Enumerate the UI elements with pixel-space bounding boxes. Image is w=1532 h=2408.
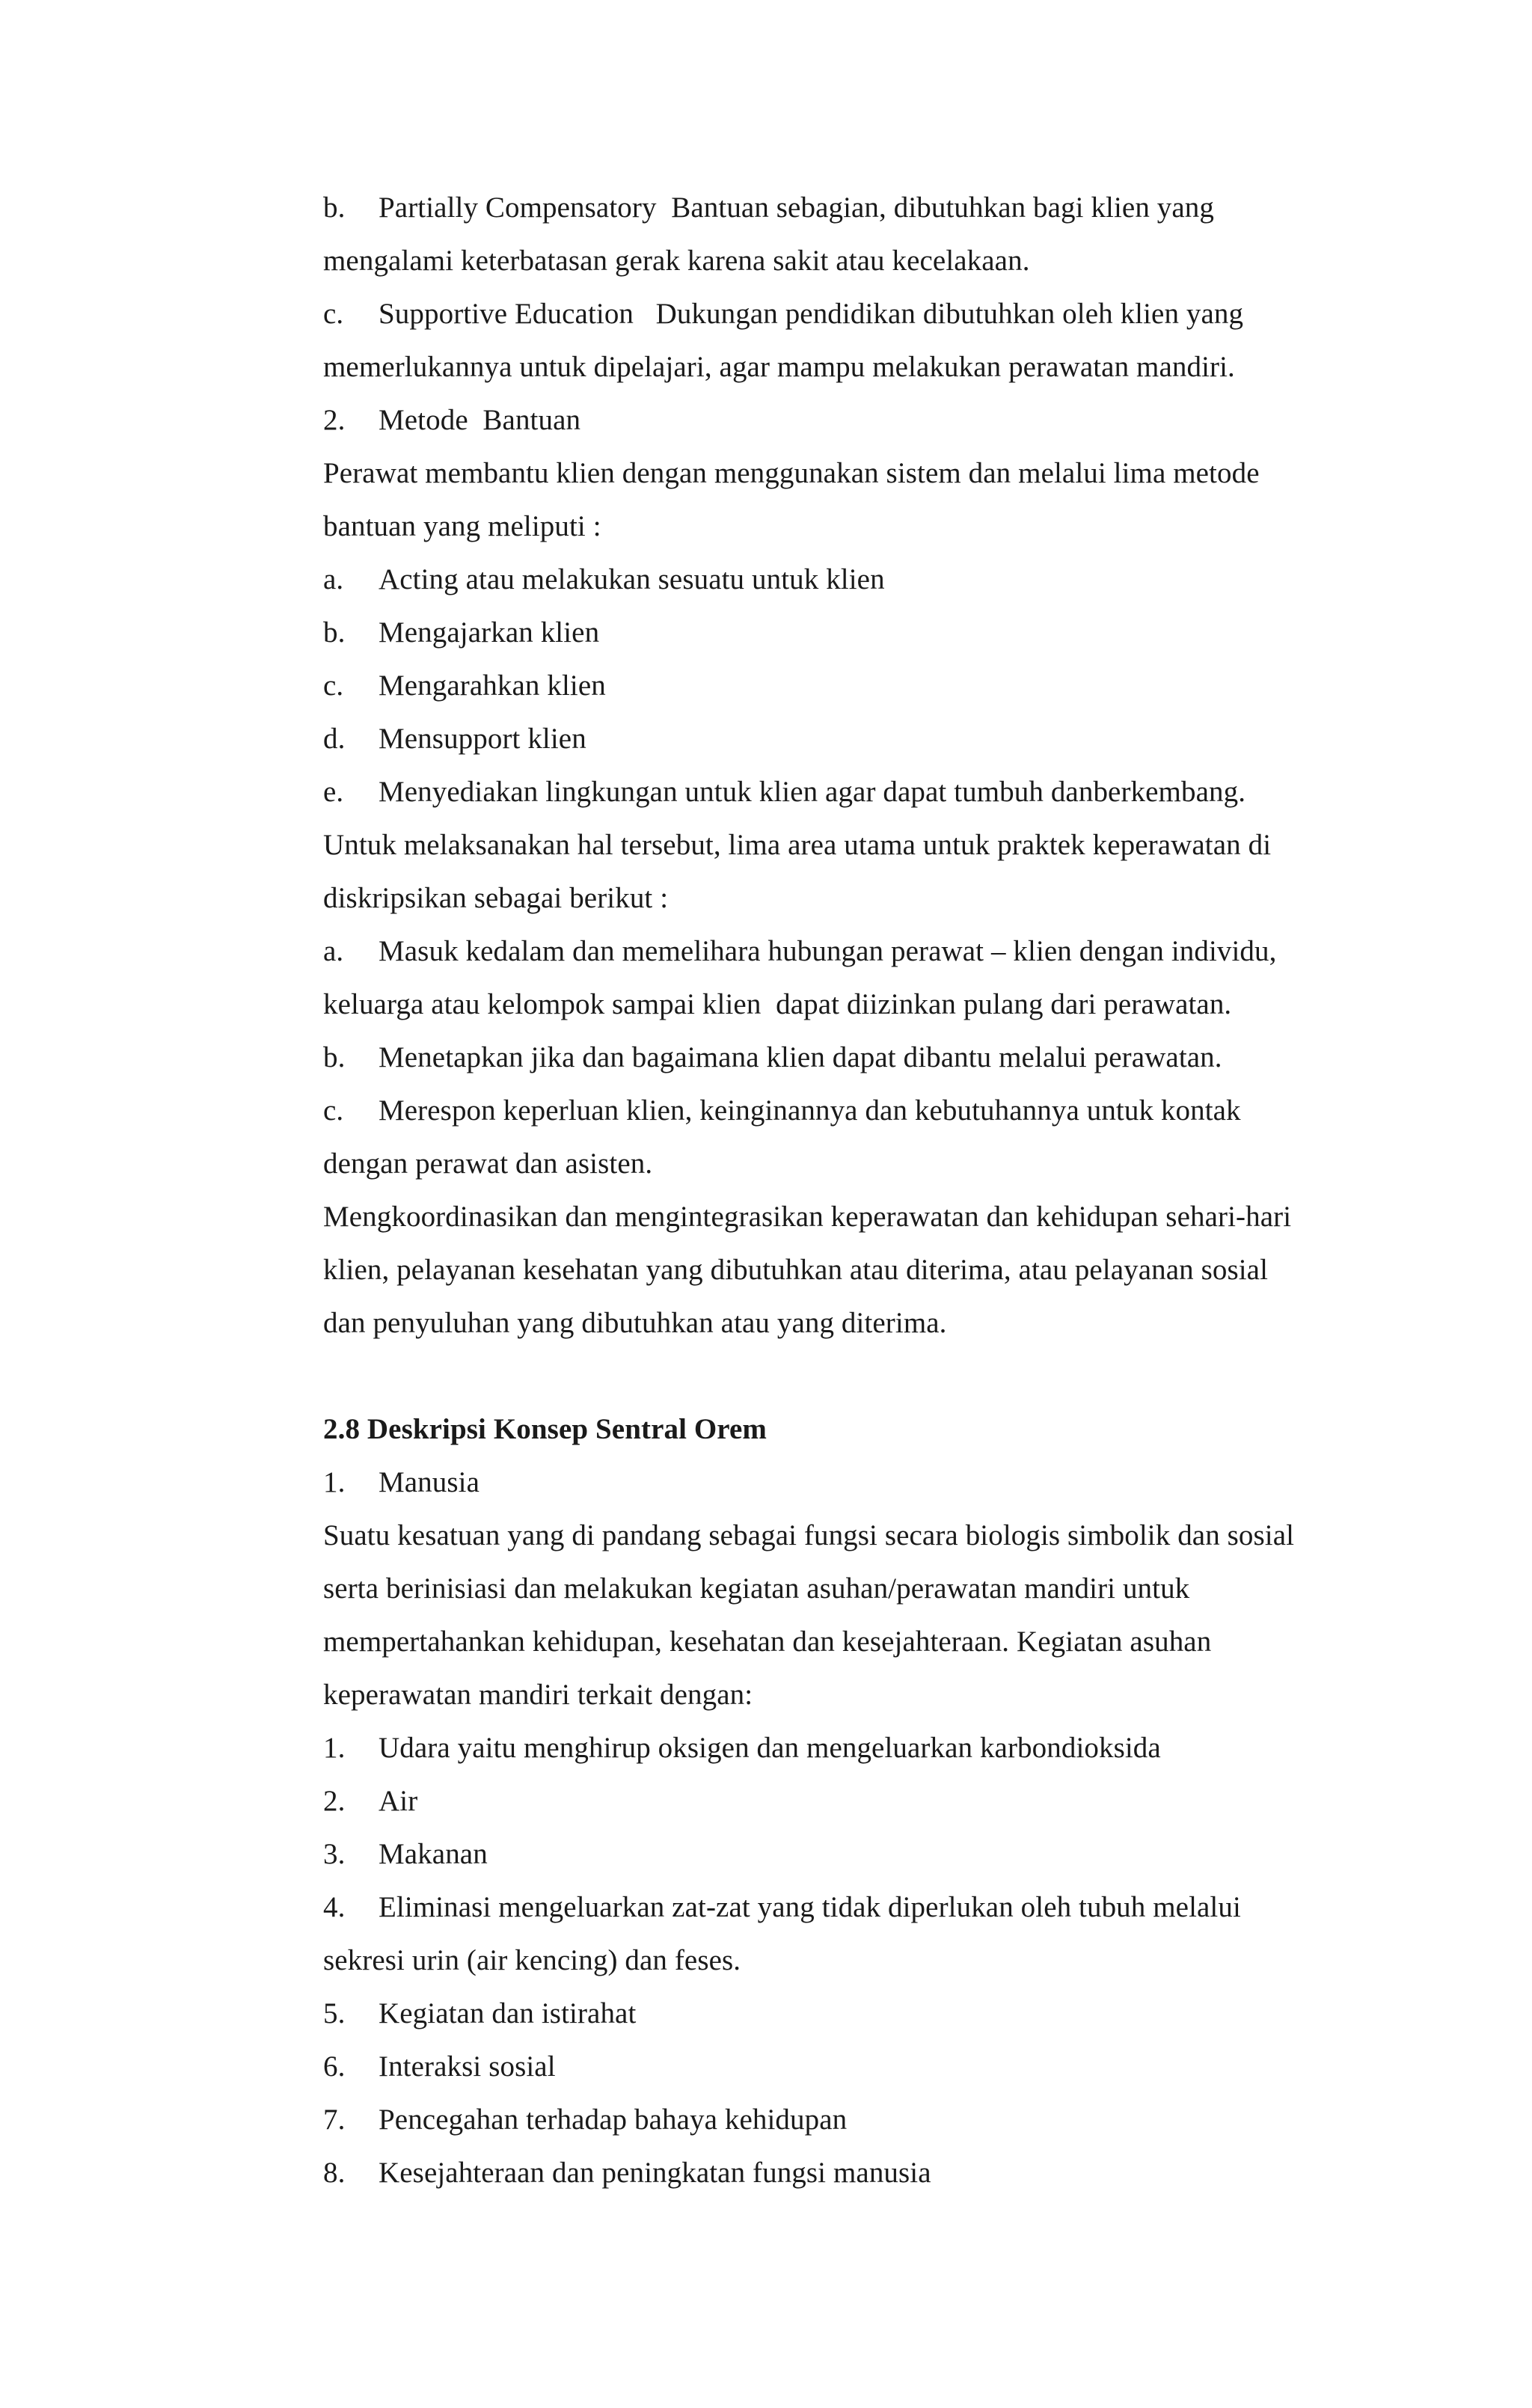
list-marker: c.: [323, 670, 344, 702]
list-item-text: Udara yaitu menghirup oksigen dan mengeluarkan karbondioksida: [379, 1732, 1161, 1764]
list-item-continuation: mengalami keterbatasan gerak karena sakit atau kecelakaan.: [323, 245, 1030, 277]
paragraph-line: Perawat membantu klien dengan menggunakan sistem dan melalui lima metode: [323, 457, 1260, 489]
list-item: [323, 1987, 1370, 2040]
subsection-title: [323, 393, 1370, 447]
paragraph-line: dan penyuluhan yang dibutuhkan atau yang diterima.: [323, 1307, 947, 1339]
list-marker: 1.: [323, 1466, 346, 1498]
list-marker: d.: [323, 723, 346, 755]
list-item-continuation: memerlukannya untuk dipelajari, agar mampu melakukan perawatan mandiri.: [323, 351, 1235, 383]
list-item-text: Pencegahan terhadap bahaya kehidupan: [379, 2104, 848, 2136]
subsection-title-text: Metode Bantuan: [379, 404, 581, 436]
list-item-text: Masuk kedalam dan memelihara hubungan perawat – klien dengan individu,: [379, 935, 1277, 967]
paragraph-line: Mengkoordinasikan dan mengintegrasikan keperawatan dan kehidupan sehari-hari: [323, 1201, 1292, 1233]
list-marker: 2.: [323, 1785, 346, 1817]
list-item: [323, 287, 1370, 340]
list-marker: 2.: [323, 404, 346, 436]
section-heading: 2.8 Deskripsi Konsep Sentral Orem: [323, 1413, 767, 1445]
list-marker: 7.: [323, 2104, 346, 2136]
list-item: [323, 659, 1370, 712]
paragraph-line: serta berinisiasi dan melakukan kegiatan asuhan/perawatan mandiri untuk: [323, 1572, 1190, 1605]
list-item-text: Interaksi sosial: [379, 2050, 556, 2083]
list-item-text: Mensupport klien: [379, 723, 586, 755]
list-item: [323, 2093, 1370, 2146]
blank-line: [323, 1349, 1370, 1403]
list-marker: c.: [323, 298, 344, 330]
list-marker: a.: [323, 563, 344, 595]
list-item: [323, 1721, 1370, 1774]
list-marker: b.: [323, 616, 346, 649]
list-item-text: Acting atau melakukan sesuatu untuk klien: [379, 563, 885, 595]
paragraph-line: Untuk melaksanakan hal tersebut, lima area utama untuk praktek keperawatan di: [323, 829, 1272, 861]
list-item-text: Eliminasi mengeluarkan zat-zat yang tidak diperlukan oleh tubuh melalui: [379, 1891, 1241, 1923]
list-item-text: Makanan: [379, 1838, 488, 1870]
list-item: [323, 2146, 1370, 2199]
subsection-title-text: Manusia: [379, 1466, 480, 1498]
list-item: [323, 712, 1370, 765]
list-marker: a.: [323, 935, 344, 967]
list-item-text: Supportive Education Dukungan pendidikan dibutuhkan oleh klien yang: [379, 298, 1244, 330]
list-item: [323, 1828, 1370, 1881]
list-item-text: Menyediakan lingkungan untuk klien agar dapat tumbuh danberkembang.: [379, 776, 1246, 808]
list-marker: b.: [323, 1041, 346, 1073]
list-item: [323, 925, 1370, 978]
list-item-text: Partially Compensatory Bantuan sebagian, dibutuhkan bagi klien yang: [379, 192, 1214, 224]
list-item: [323, 1084, 1370, 1137]
list-item-continuation: dengan perawat dan asisten.: [323, 1148, 653, 1180]
list-item: [323, 765, 1370, 818]
list-marker: b.: [323, 192, 346, 224]
list-marker: 6.: [323, 2050, 346, 2083]
list-item-continuation: sekresi urin (air kencing) dan feses.: [323, 1944, 741, 1976]
list-item-text: Air: [379, 1785, 418, 1817]
list-item: [323, 181, 1370, 234]
list-item-text: Kegiatan dan istirahat: [379, 1997, 637, 2029]
paragraph-line: mempertahankan kehidupan, kesehatan dan kesejahteraan. Kegiatan asuhan: [323, 1626, 1212, 1658]
list-item-text: Mengajarkan klien: [379, 616, 600, 649]
page-body: [323, 181, 1370, 2199]
list-item: [323, 606, 1370, 659]
list-marker: 4.: [323, 1891, 346, 1923]
list-item-continuation: keluarga atau kelompok sampai klien dapat diizinkan pulang dari perawatan.: [323, 988, 1232, 1020]
subsection-title: [323, 1456, 1370, 1509]
list-item: [323, 2040, 1370, 2093]
list-marker: 5.: [323, 1997, 346, 2029]
list-item: [323, 1031, 1370, 1084]
list-marker: 8.: [323, 2157, 346, 2189]
list-item-text: Menetapkan jika dan bagaimana klien dapat dibantu melalui perawatan.: [379, 1041, 1222, 1073]
paragraph-line: keperawatan mandiri terkait dengan:: [323, 1679, 753, 1711]
list-marker: 3.: [323, 1838, 346, 1870]
paragraph-line: bantuan yang meliputi :: [323, 510, 601, 542]
list-marker: c.: [323, 1094, 344, 1127]
paragraph-line: diskripsikan sebagai berikut :: [323, 882, 669, 914]
list-item: [323, 1774, 1370, 1828]
list-item-text: Mengarahkan klien: [379, 670, 606, 702]
list-item: [323, 553, 1370, 606]
list-marker: 1.: [323, 1732, 346, 1764]
list-item-text: Kesejahteraan dan peningkatan fungsi manusia: [379, 2157, 931, 2189]
list-item-text: Merespon keperluan klien, keinginannya dan kebutuhannya untuk kontak: [379, 1094, 1241, 1127]
paragraph-line: Suatu kesatuan yang di pandang sebagai fungsi secara biologis simbolik dan sosial: [323, 1519, 1295, 1551]
list-item: [323, 1881, 1370, 1934]
paragraph-line: klien, pelayanan kesehatan yang dibutuhkan atau diterima, atau pelayanan sosial: [323, 1254, 1269, 1286]
list-marker: e.: [323, 776, 344, 808]
